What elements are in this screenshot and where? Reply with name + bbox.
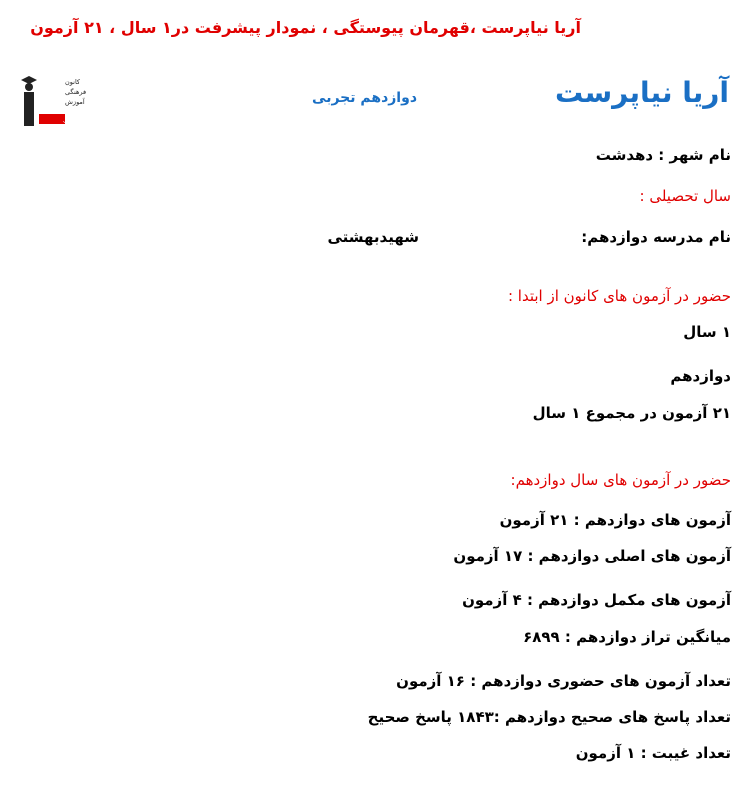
grade12-supplementary-exams: آزمون های مکمل دوازدهم : ۴ آزمون	[462, 591, 731, 609]
logo-line-1: کانون	[65, 78, 81, 86]
student-name: آریا نیاپرست	[554, 76, 729, 109]
absence-count: تعداد غیبت : ۱ آزمون	[575, 744, 731, 762]
attendance-grade: دوازدهم	[670, 367, 731, 385]
school-value: شهیدبهشتی	[327, 228, 419, 246]
grade12-correct-answers: تعداد پاسخ های صحیح دوازدهم :۱۸۴۳ پاسخ صحیح	[367, 708, 731, 726]
grade-label: دوازدهم تجربی	[312, 90, 417, 106]
kanoon-graduate-logo-icon	[19, 70, 87, 130]
academic-year-label: سال تحصیلی :	[639, 187, 731, 205]
school-label: نام مدرسه دوازدهم:	[581, 228, 731, 246]
page-headline: آریا نیاپرست ،قهرمان پیوستگی ، نمودار پیشرفت در۱ سال ، ۲۱ آزمون	[30, 18, 581, 37]
attendance-total-exams: ۲۱ آزمون در مجموع ۱ سال	[532, 404, 731, 422]
grade12-average-score: میانگین تراز دوازدهم : ۶۸۹۹	[523, 628, 731, 646]
logo-line-3: آموزش	[65, 98, 85, 106]
attendance-years: ۱ سال	[683, 323, 731, 341]
attendance-grade12-heading: حضور در آزمون های سال دوازدهم:	[510, 471, 731, 489]
city-line: نام شهر : دهدشت	[595, 146, 731, 164]
attendance-since-start-heading: حضور در آزمون های کانون از ابتدا :	[507, 287, 731, 305]
logo-line-4: قلم چی	[63, 117, 83, 124]
grade12-main-exams: آزمون های اصلی دوازدهم : ۱۷ آزمون	[453, 547, 731, 565]
grade12-in-person-exams: تعداد آزمون های حضوری دوازدهم : ۱۶ آزمون	[396, 672, 731, 690]
grade12-exams: آزمون های دوازدهم : ۲۱ آزمون	[499, 511, 731, 529]
logo-line-2: فرهنگی	[65, 88, 87, 96]
